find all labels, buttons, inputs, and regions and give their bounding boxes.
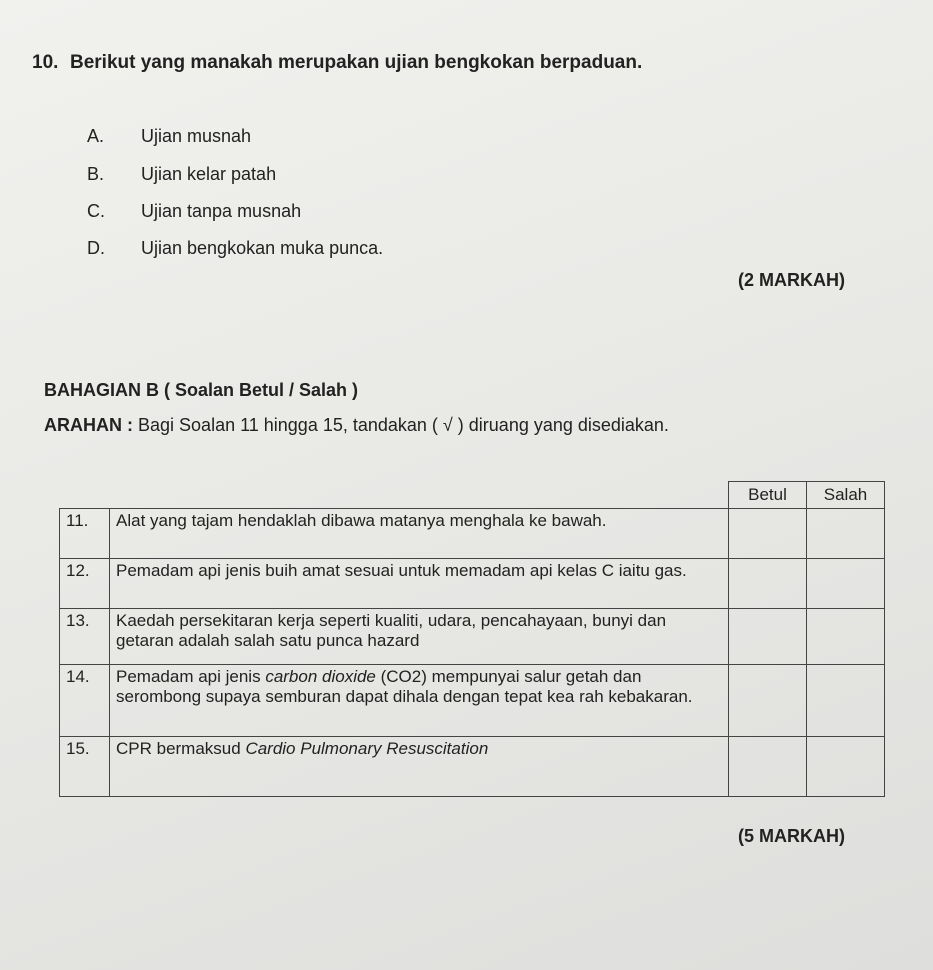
row-number: 14. [60,665,110,737]
section-title: BAHAGIAN B ( Soalan Betul / Salah ) [44,380,359,400]
betul-checkbox-cell[interactable] [729,737,807,797]
betul-checkbox-cell[interactable] [729,665,807,737]
betul-checkbox-cell[interactable] [729,559,807,609]
header-betul: Betul [729,482,807,509]
instructions-text: Bagi Soalan 11 hingga 15, tandakan ( √ ) diruang yang disediakan. [138,415,669,435]
row-statement [110,665,729,737]
row-statement: Pemadam api jenis buih amat sesuai untuk memadam api kelas C iaitu gas. [110,559,729,609]
row-number: 11. [60,509,110,559]
statement-part: (CO2) mempunyai salur getah dan serombong supaya semburan dapat dihala dengan tepat kea rah kebakaran. [116,667,693,706]
salah-checkbox-cell[interactable] [807,559,885,609]
row-number: 13. [60,609,110,665]
row-number: 15. [60,737,110,797]
instructions-label: ARAHAN : [44,415,133,435]
table-row [60,737,885,797]
table-row [60,559,885,609]
question-marks: (2 MARKAH) [738,270,845,290]
header-salah: Salah [807,482,885,509]
salah-checkbox-cell[interactable] [807,665,885,737]
option-text-a[interactable]: Ujian musnah [141,126,252,146]
instructions [44,415,669,436]
section-marks: (5 MARKAH) [738,826,845,846]
table-row [60,609,885,665]
option-letter-b: B. [87,164,105,184]
statement-part: Pemadam api jenis [116,667,266,686]
option-text-d[interactable]: Ujian bengkokan muka punca. [141,238,384,258]
salah-checkbox-cell[interactable] [807,509,885,559]
option-text-c[interactable]: Ujian tanpa musnah [141,201,302,221]
betul-checkbox-cell[interactable] [729,609,807,665]
question-text: Berikut yang manakah merupakan ujian bengkokan berpaduan. [70,52,643,73]
statement-italic: Cardio Pulmonary Resuscitation [245,739,489,758]
option-letter-a: A. [87,126,105,146]
salah-checkbox-cell[interactable] [807,737,885,797]
true-false-table [59,481,885,797]
table-row [60,509,885,559]
statement-italic: carbon dioxide [265,667,376,686]
question-number: 10. [32,52,59,73]
statement-part: CPR bermaksud [116,739,246,758]
betul-checkbox-cell[interactable] [729,509,807,559]
option-letter-d: D. [87,238,105,258]
option-text-b[interactable]: Ujian kelar patah [141,164,277,184]
row-statement: Kaedah persekitaran kerja seperti kualiti, udara, pencahayaan, bunyi dan getaran adalah salah satu punca hazard [110,609,729,665]
table-row [60,665,885,737]
row-statement [110,737,729,797]
salah-checkbox-cell[interactable] [807,609,885,665]
row-number: 12. [60,559,110,609]
row-statement: Alat yang tajam hendaklah dibawa matanya menghala ke bawah. [110,509,729,559]
table-header-row [60,482,885,509]
option-letter-c: C. [87,201,105,221]
